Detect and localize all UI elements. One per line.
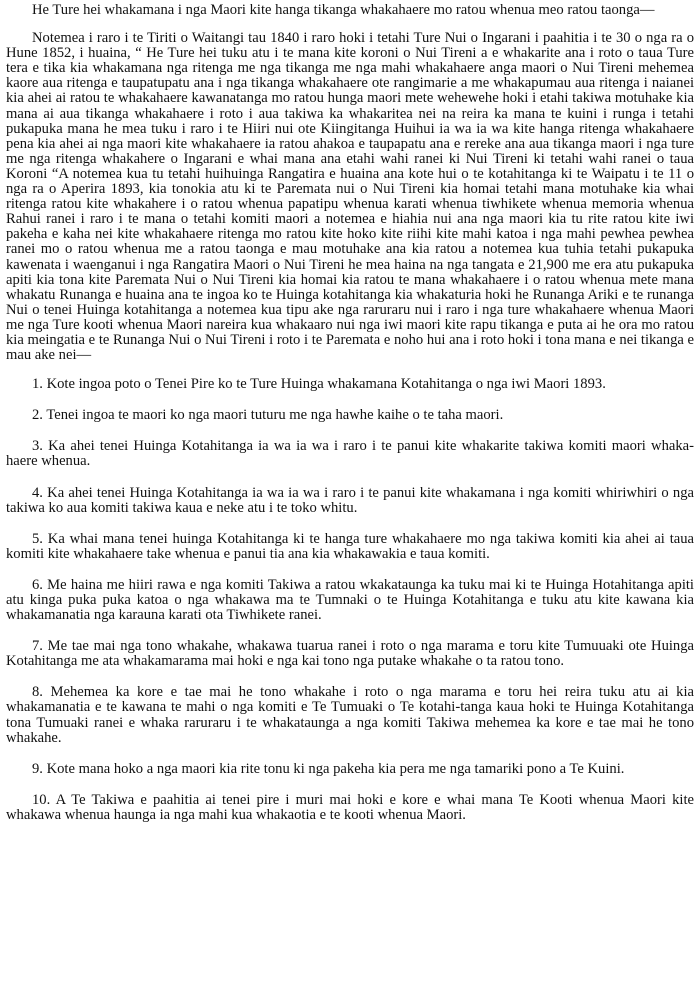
clause-10: 10. A Te Takiwa e paahitia ai tenei pire i muri mai hoki e kore e whai mana Te Kooti whenua Maori kite whakawa whenua haunga ia nga mahi kua whakaotia e te kooti whenua Maori.	[6, 791, 694, 823]
preamble-paragraph: Notemea i raro i te Tiriti o Waitangi tau 1840 i raro hoki i tetahi Ture Nui o Ingarani i paahitia i te 30 o nga ra o Hune 1852, i huaina, “ He Ture hei tuku atu i te mana kite koroni o Nui Tireni a e whakarite ana i roto o taua Ture tera e tika kia whakamana nga ritenga me nga tikanga me nga mahi whakahaere anga maori o Nui Tireni mehemea kaore aua ritenga e taupatupatu ana i nga tikanga whakahaere ote rangimarie a me whakapumau aua ritenga i naianei kia ahei ai ratou te whakahaere kawanatanga mo ratou hunga maori mete wehewehe hoki i etahi takiwa motuhake kia mana ai aua tikanga whakahaere i roto i aua takiwa ka whakaritea nei na reira ka mana te kuini i runga i tetahi pukapuka mana he mea tuku i raro i te Hiiri nui ote Kiingitanga Huihui ia wa ia wa kite hanga ritenga whakahaere pena kia ahei ai nga maori kite whakahaere ia ratou ahakoa e taupapatu ana e rereke ana aua tikanga maori i nga ture me nga ritenga whakahere o Ingarani e whai mana ana etahi wahi ranei ki Nui Tireni ki tetahi wahi ranei o taua Koroni “A notemea kua tu tetahi huihuinga Rangatira e huaina ana kote hui o te kotahitanga ki te Waipatu i te 11 o nga ra o Aperira 1893, kia tonokia atu ki te Paremata nui o Nui Tireni kia homai tetahi mana motuhake kia whai ritenga ratou kite whakahere i o ratou whenua papatipu whenua karati whenua tiwhikete whenua memoria whenua Rahui ranei i raro i te mana o tetahi komiti maori a notemea e hiahia nui ana nga maori kia tu rite ratou kite iwi pakeha e kaha nei kite whakahaere ritenga mo ratou kite hoko kite riihi kite mahi katoa i nga mahi pewhea pewhea ranei mo o ratou whenua me a ratou taonga e mau motuhake ana kia ratou a notemea kua tuhia tetahi pukapuka kawenata i waenganui i nga Rangatira Maori o Nui Tireni he mea haina na nga tangata e 21,900 me era atu pukapuka apiti kia tona kite Paremata Nui o Nui Tireni kia homai kia ratou te mana whakahaere i o ratou whenua mete mana whakatu Runanga e huaina ana te ingoa ko te Huinga kotahitanga kia whakaturia hoki he Runanga Ariki e te runanga Nui o tenei Huinga kotahitanga a notemea kua tipu ake nga raruraru nui i raro i nga ture whakahaere whenua Maori me nga Ture kooti whenua Maori nareira kua whakaaro nui nga iwi maori kite rapu tikanga e puta ai he ora mo ratou kia meingatia e te Runanga Nui o Nui Tireni i roto i te Paremata e noho hui ana i roto hoki i tona mana e nei tikanga e mau ake nei—	[6, 30, 694, 364]
clause-5: 5. Ka whai mana tenei huinga Kotahitanga ki te hanga ture whakahaere mo nga takiwa komiti kia ahei ai taua komiti kite whakahaere take whenua e panui tia ana kia whakawakia e taua komiti.	[6, 530, 694, 562]
clause-2: 2. Tenei ingoa te maori ko nga maori tuturu me nga hawhe kaihe o te taha maori.	[32, 407, 504, 424]
clause-3: 3. Ka ahei tenei Huinga Kotahitanga ia wa ia wa i raro i te panui kite whakarite takiwa komiti maori whaka-haere whenua.	[6, 438, 694, 470]
clause-7: 7. Me tae mai nga tono whakahe, whakawa tuarua ranei i roto o nga marama e toru kite Tumuuaki ote Huinga Kotahitanga me ata whakamarama mai hoki e nga kai tono nga putake whakahe o ta ratou tono.	[6, 638, 694, 670]
clause-8: 8. Mehemea ka kore e tae mai he tono whakahe i roto o nga marama e toru hei reira tuku atu ai kia whakamanatia e te kawana te mahi o nga komiti e Te Tumuaki o Te kotahi-tanga kaua hoki te Huinga Kotahitanga tona Tumuaki ranei e whaka raruraru i te whakataunga a nga komiti Takiwa mehemea ka kore e tae mai he tono whakahe.	[6, 684, 694, 746]
clause-1: 1. Kote ingoa poto o Tenei Pire ko te Ture Huinga whakamana Kotahitanga o nga iwi Maori 1893.	[32, 376, 606, 393]
clause-9: 9. Kote mana hoko a nga maori kia rite tonu ki nga pakeha kia pera me nga tamariki pono a Te Kuini.	[32, 760, 625, 777]
clause-6: 6. Me haina me hiiri rawa e nga komiti Takiwa a ratou wkakataunga ka tuku mai ki te Huinga Hotahitanga apiti atu kinga puka puka katoa o nga whakawa ma te Tumnaki o te Huinga Kotahitanga e tuku atu kite kawana kia whakamanatia nga karauna karati ota Tiwhikete ranei.	[6, 576, 694, 624]
clause-4: 4. Ka ahei tenei Huinga Kotahitanga ia wa ia wa i raro i te panui kite whakamana i nga komiti whiriwhiri o nga takiwa ko aua komiti takiwa kaua e neke atu i te toko whitu.	[6, 484, 694, 516]
bill-title-paragraph: He Ture hei whakamana i nga Maori kite hanga tikanga whakahaere mo ratou whenua meo ratou taonga—	[32, 2, 655, 18]
